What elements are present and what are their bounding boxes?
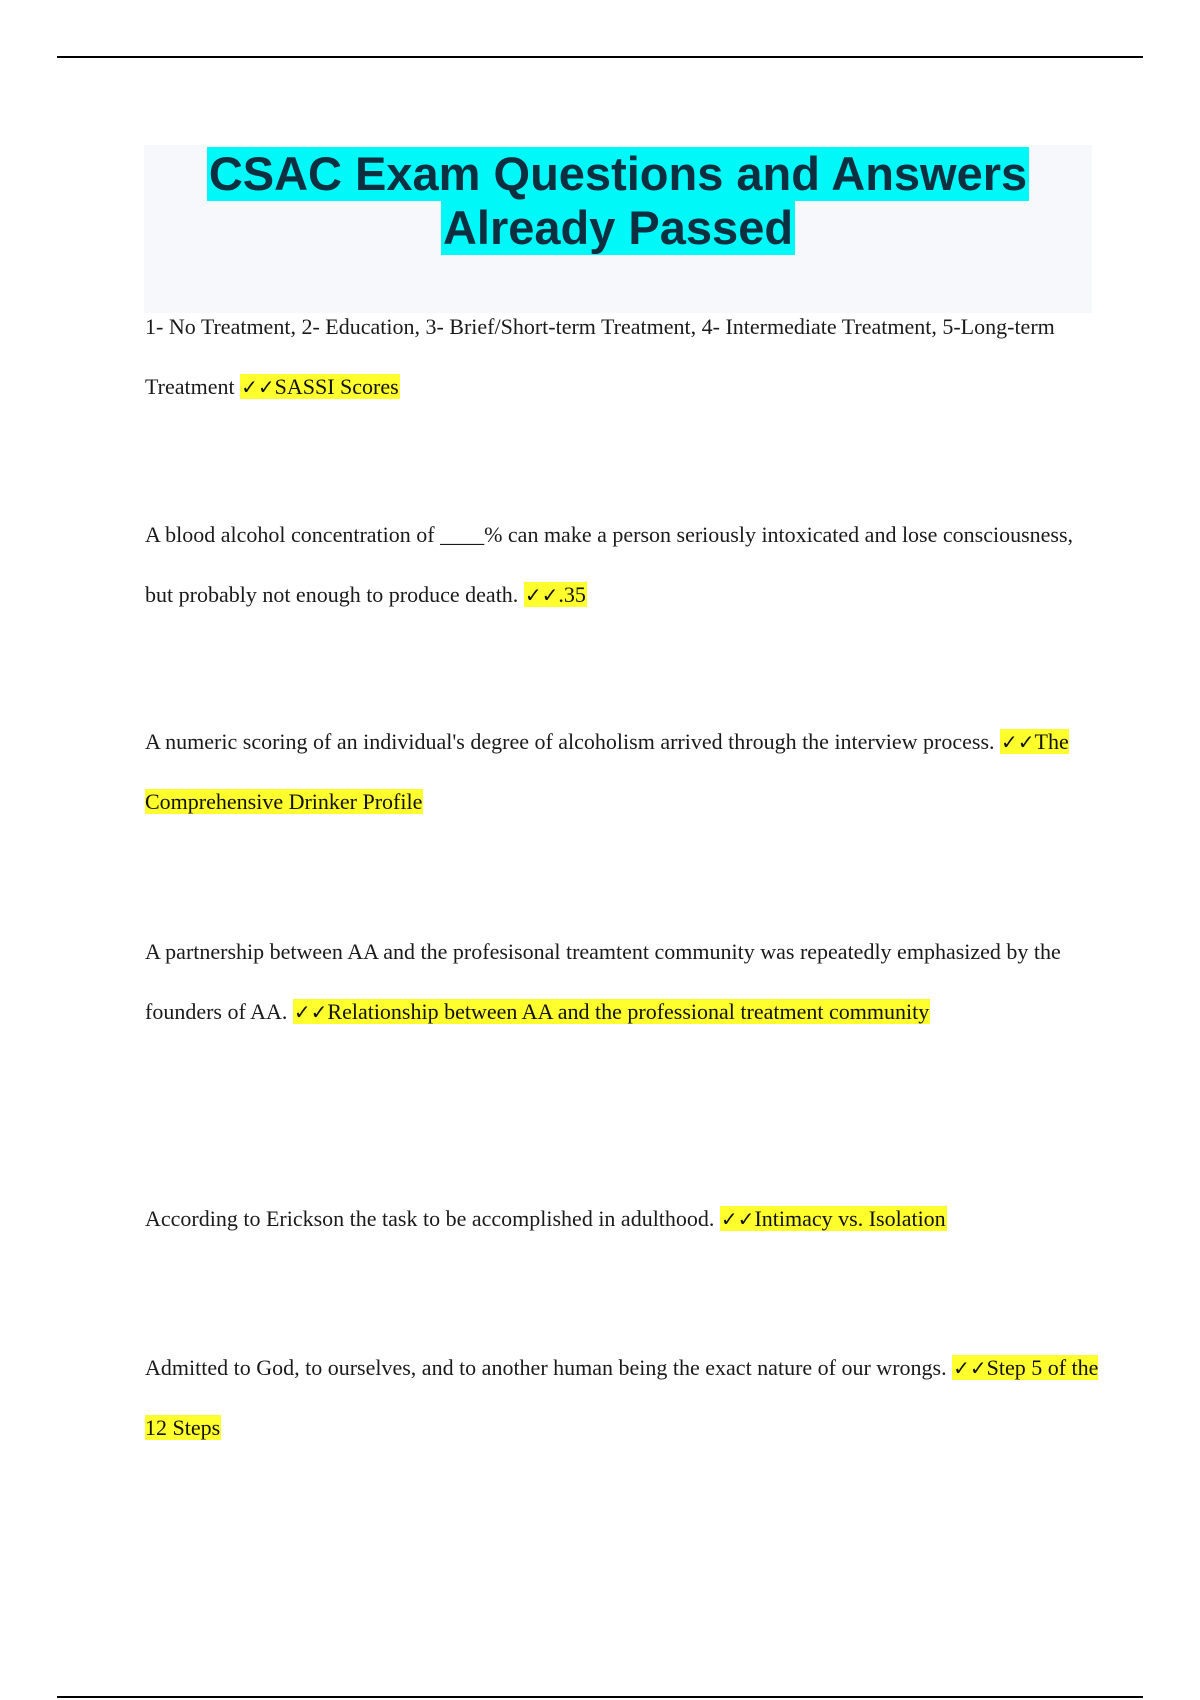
answer-text: .35 [558, 582, 586, 607]
check-mark-icon: ✓✓ [524, 583, 559, 607]
check-mark-icon: ✓✓ [293, 1000, 328, 1024]
check-mark-icon: ✓✓ [953, 1356, 987, 1380]
check-mark-icon: ✓✓ [720, 1207, 755, 1231]
question-text: A numeric scoring of an individual's degree of alcoholism arrived through the interview process. [145, 729, 995, 754]
answer-text: Relationship between AA and the professional treatment community [327, 999, 930, 1024]
qa-item-2 [145, 505, 1105, 625]
answer-highlight [293, 999, 930, 1024]
answer-text: SASSI Scores [274, 374, 399, 399]
qa-item-5 [145, 1189, 1105, 1249]
document-title-line-2: Already Passed [442, 201, 794, 254]
qa-item-6 [145, 1338, 1105, 1458]
question-text: A blood alcohol concentration of ____% can make a person seriously intoxicated and lose consciousness, but probably not enough to produce death. [145, 522, 1074, 607]
question-text: Admitted to God, to ourselves, and to another human being the exact nature of our wrongs. [145, 1355, 947, 1380]
qa-item-1 [145, 297, 1105, 417]
check-mark-icon: ✓✓ [241, 375, 275, 399]
qa-item-4 [145, 922, 1105, 1042]
answer-highlight [720, 1206, 947, 1231]
qa-item-3 [145, 712, 1105, 832]
check-mark-icon: ✓✓ [1001, 730, 1035, 754]
answer-highlight [524, 582, 587, 607]
answer-highlight [240, 374, 400, 399]
answer-text: Intimacy vs. Isolation [754, 1206, 946, 1231]
question-text: According to Erickson the task to be accomplished in adulthood. [145, 1206, 715, 1231]
answer-text: The Comprehensive Drinker Profile [145, 729, 1069, 814]
header-rule [57, 56, 1143, 58]
document-title-line-1: CSAC Exam Questions and Answers [208, 147, 1028, 200]
title-box [144, 145, 1092, 313]
question-text: 1- No Treatment, 2- Education, 3- Brief/Short-term Treatment, 4- Intermediate Treatment, 5-Long-term Treatment [145, 314, 1055, 399]
question-text: A partnership between AA and the profesisonal treamtent community was repeatedly emphasized by the founders of AA. [145, 939, 1061, 1024]
answer-text: Step 5 of the 12 Steps [145, 1355, 1099, 1440]
footer-rule [57, 1696, 1143, 1698]
